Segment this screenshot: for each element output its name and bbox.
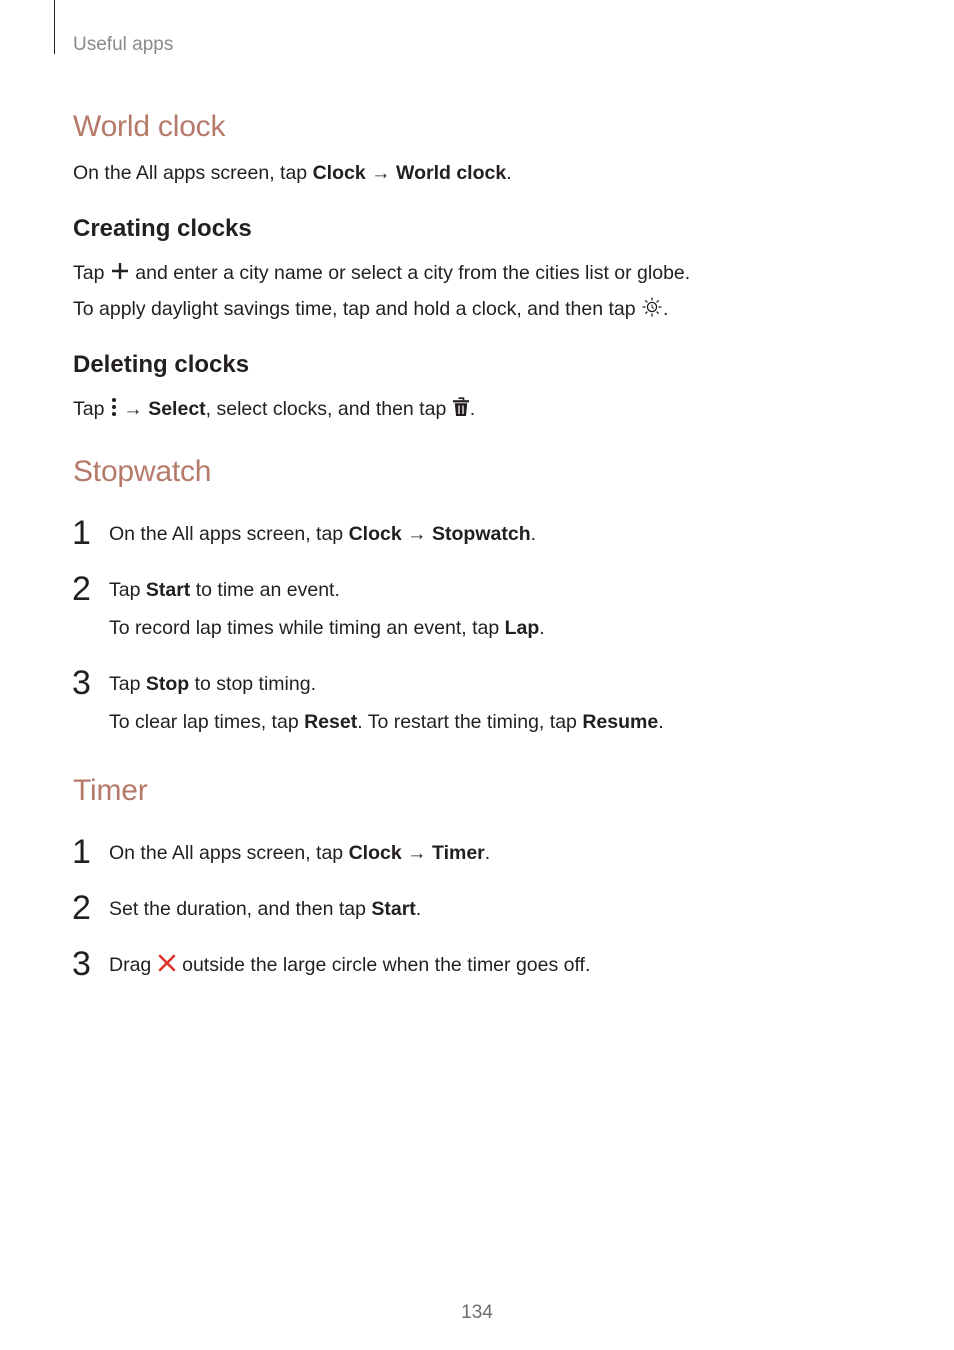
stopwatch-title: Stopwatch <box>73 455 212 488</box>
dismiss-x-icon <box>157 953 177 979</box>
world-clock-ref: World clock <box>396 162 507 184</box>
timer-step-3-number: 3 <box>72 945 91 983</box>
timer-step-1-text: On the All apps screen, tap Clock → Timer. <box>109 842 491 864</box>
margin-rule <box>54 0 55 54</box>
clock-app-ref: Clock <box>312 162 366 184</box>
stopwatch-step-1-text: On the All apps screen, tap Clock → Stopwatch. <box>109 523 537 545</box>
plus-icon <box>110 261 130 287</box>
timer-step-2-number: 2 <box>72 889 91 927</box>
page-number: 134 <box>461 1302 493 1323</box>
stopwatch-step-3-text: Tap Stop to stop timing. <box>109 673 316 695</box>
deleting-clocks-line: Tap → Select, select clocks, and then tap . <box>73 396 475 424</box>
stopwatch-step-1-number: 1 <box>72 514 91 552</box>
trash-icon <box>452 397 470 423</box>
running-head: Useful apps <box>73 34 174 55</box>
timer-step-2-text: Set the duration, and then tap Start. <box>109 898 422 920</box>
world-clock-title: World clock <box>73 110 226 143</box>
stopwatch-step-2-number: 2 <box>72 570 91 608</box>
timer-step-1-number: 1 <box>72 833 91 871</box>
world-clock-intro: On the All apps screen, tap Clock → World clock. <box>73 162 512 184</box>
stopwatch-step-2-text: Tap Start to time an event. <box>109 579 340 601</box>
stopwatch-step-2-subtext: To record lap times while timing an event, tap Lap. <box>109 617 545 639</box>
daylight-saving-icon <box>641 296 663 324</box>
timer-step-3-text: Drag outside the large circle when the timer goes off. <box>109 953 590 979</box>
stopwatch-step-3-subtext: To clear lap times, tap Reset. To restart the timing, tap Resume. <box>109 711 664 733</box>
select-ref: Select <box>148 398 206 421</box>
deleting-clocks-heading: Deleting clocks <box>73 351 250 378</box>
creating-clocks-heading: Creating clocks <box>73 215 252 242</box>
timer-title: Timer <box>73 774 148 807</box>
creating-clocks-line1: Tap and enter a city name or select a city from the cities list or globe. <box>73 261 690 287</box>
stopwatch-step-3-number: 3 <box>72 664 91 702</box>
creating-clocks-line2: To apply daylight savings time, tap and hold a clock, and then tap . <box>73 296 668 324</box>
more-options-icon <box>110 396 118 424</box>
